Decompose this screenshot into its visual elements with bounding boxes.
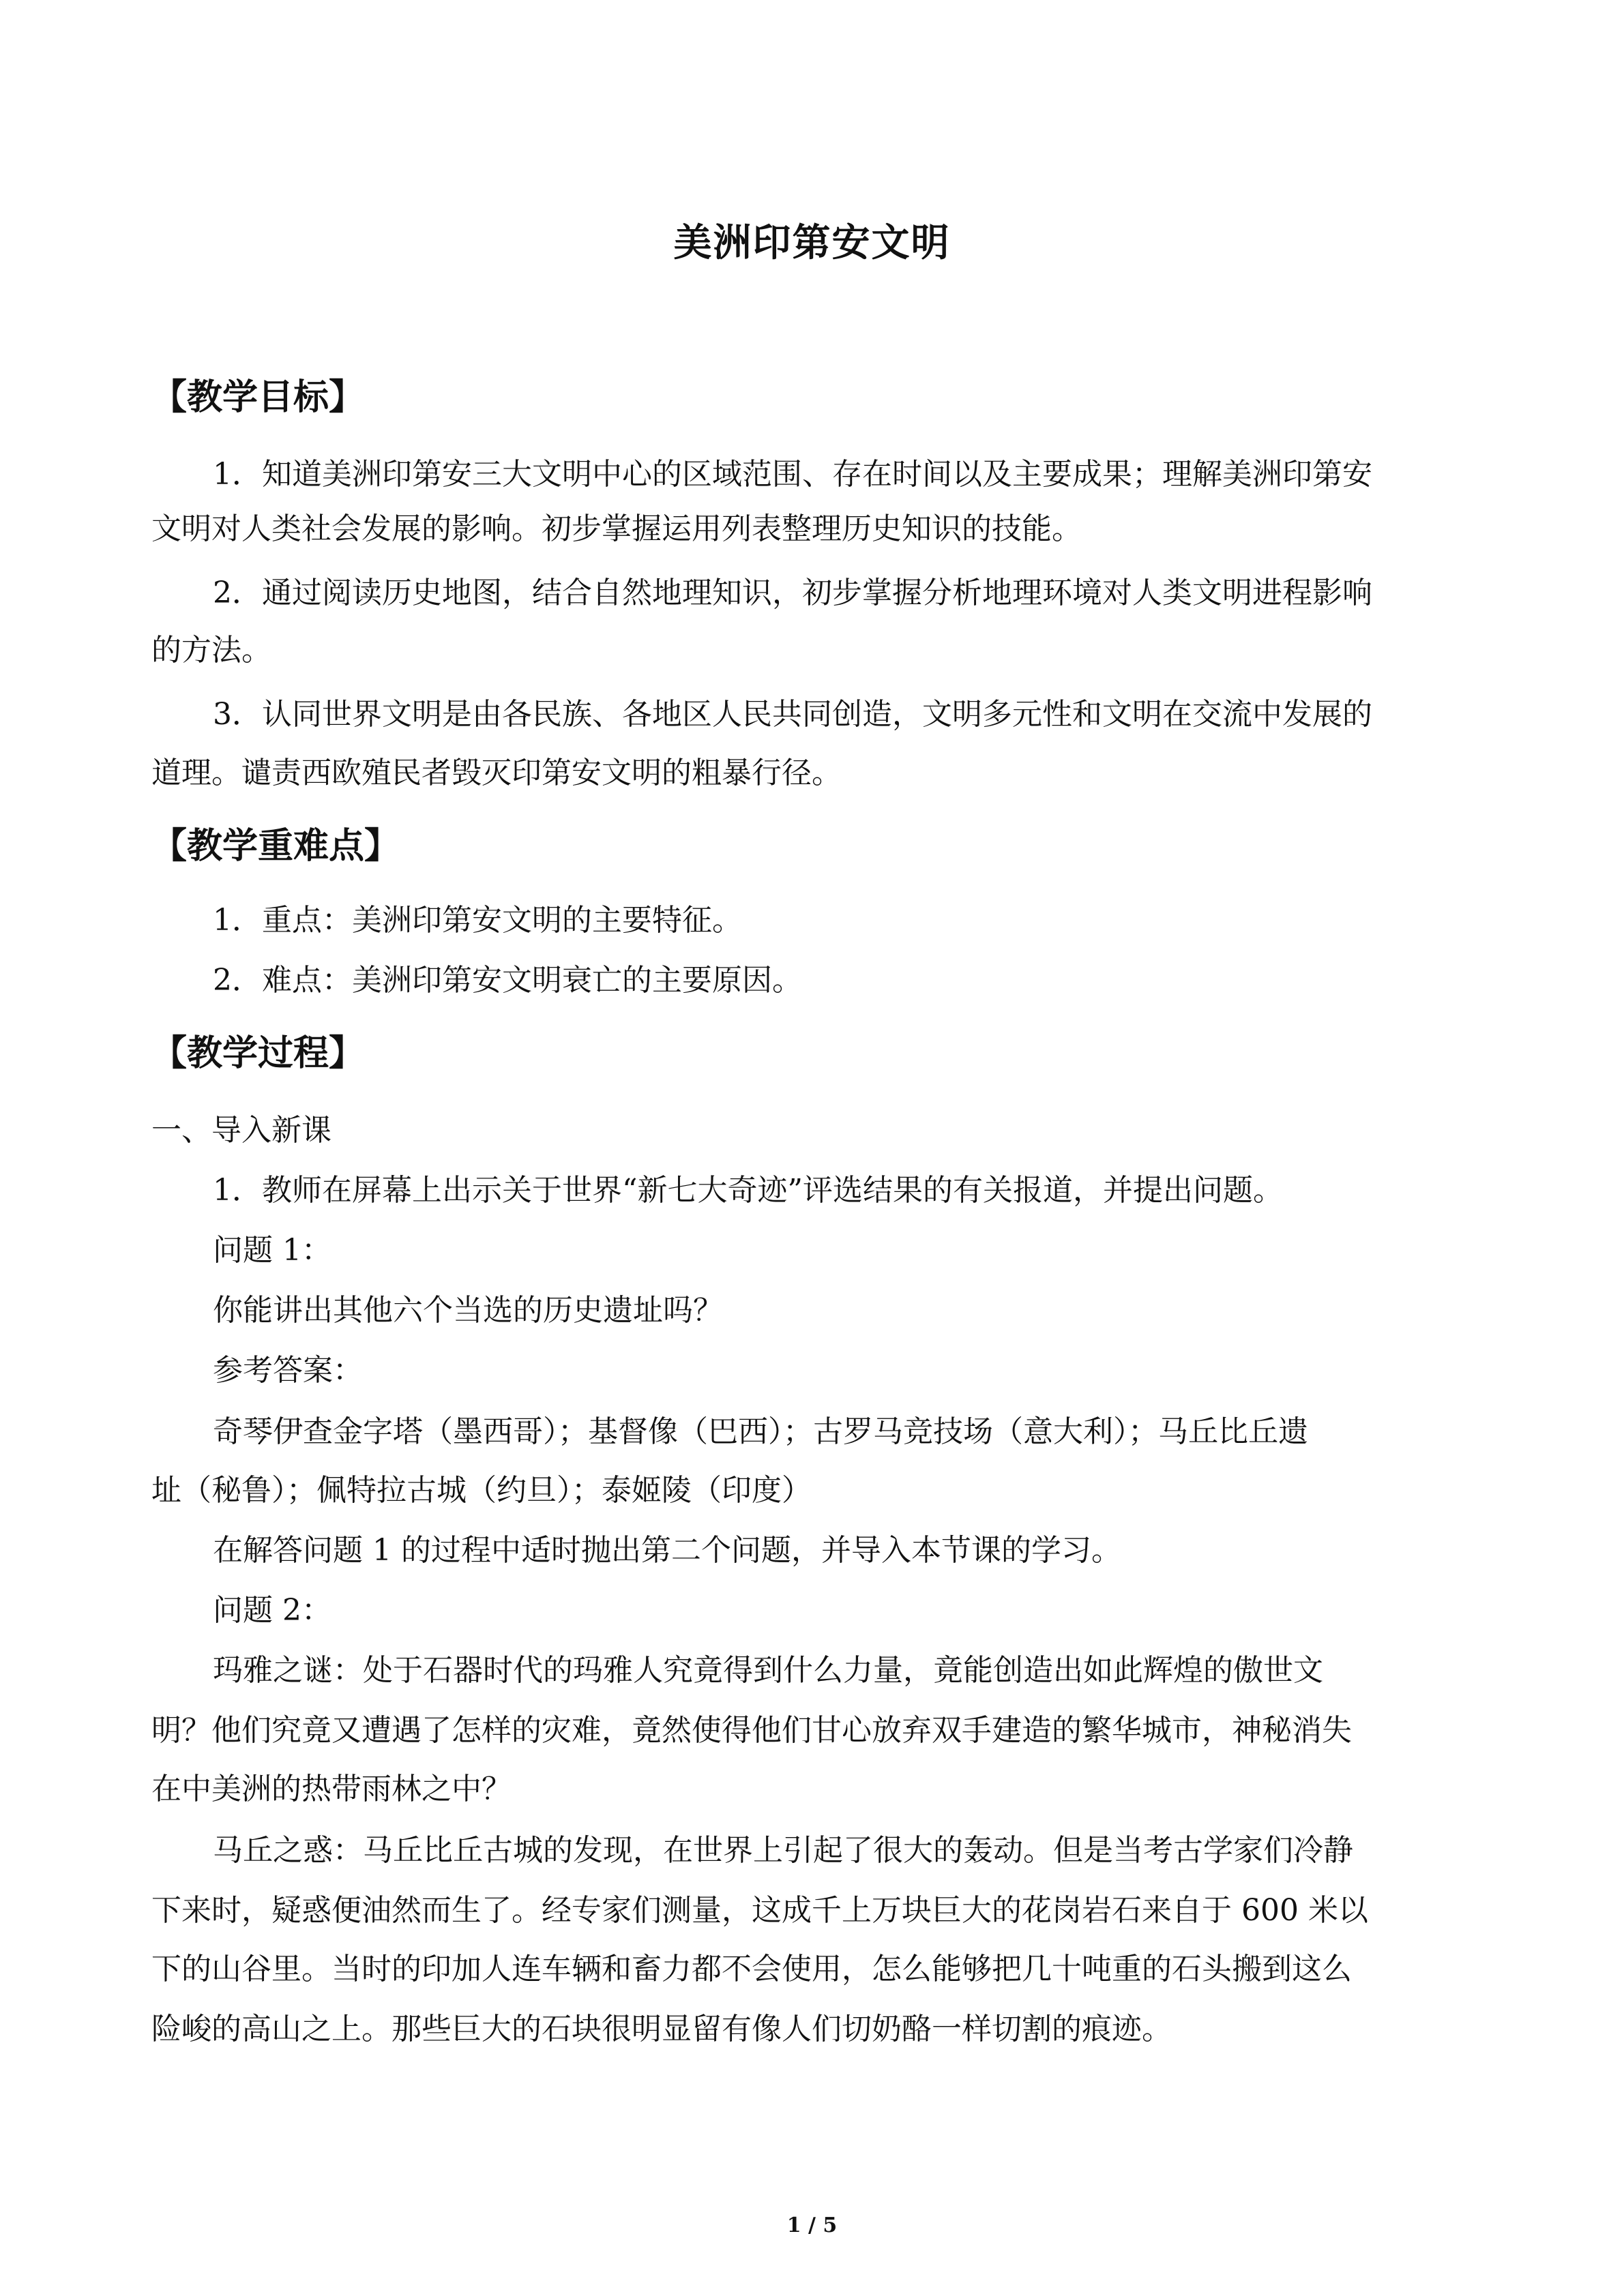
intro-paragraph-2: 在解答问题 1 的过程中适时抛出第二个问题，并导入本节课的学习。 [213, 1533, 1121, 1568]
maya-line-3: 在中美洲的热带雨林之中？ [151, 1772, 512, 1806]
machu-line-2: 下来时，疑惑便油然而生了。经专家们测量，这成千上万块巨大的花岗岩石来自于 600 米以 [151, 1893, 1368, 1928]
answer-label: 参考答案： [213, 1353, 363, 1388]
objective-2-line-1: 2．通过阅读历史地图，结合自然地理知识，初步掌握分析地理环境对人类文明进程影响 [213, 576, 1372, 610]
question-1-label: 问题 1： [213, 1233, 331, 1268]
objective-3-line-1: 3．认同世界文明是由各民族、各地区人民共同创造，文明多元性和文明在交流中发展的 [213, 697, 1372, 732]
subheading-intro: 一、导入新课 [151, 1113, 331, 1148]
objective-1-line-2: 文明对人类社会发展的影响。初步掌握运用列表整理历史知识的技能。 [151, 511, 1082, 546]
heading-objectives: 【教学目标】 [151, 377, 365, 418]
heading-keypoints: 【教学重难点】 [151, 826, 400, 867]
page-title: 美洲印第安文明 [673, 221, 951, 265]
answer-line-2: 址（秘鲁）；佩特拉古城（约旦）；泰姬陵（印度） [151, 1473, 812, 1508]
machu-line-4: 险峻的高山之上。那些巨大的石块很明显留有像人们切奶酪一样切割的痕迹。 [151, 2012, 1172, 2046]
maya-line-1: 玛雅之谜：处于石器时代的玛雅人究竟得到什么力量，竟能创造出如此辉煌的傲世文 [213, 1653, 1323, 1688]
keypoint-1: 1．重点：美洲印第安文明的主要特征。 [213, 903, 742, 938]
heading-process: 【教学过程】 [151, 1033, 365, 1074]
question-2-label: 问题 2： [213, 1593, 331, 1628]
objective-1-line-1: 1．知道美洲印第安三大文明中心的区域范围、存在时间以及主要成果；理解美洲印第安 [213, 457, 1372, 492]
answer-line-1: 奇琴伊查金字塔（墨西哥）；基督像（巴西）；古罗马竞技场（意大利）；马丘比丘遗 [213, 1414, 1308, 1449]
page-number: 1 / 5 [786, 2213, 838, 2237]
intro-paragraph-1: 1．教师在屏幕上出示关于世界“新七大奇迹”评选结果的有关报道，并提出问题。 [213, 1173, 1283, 1208]
machu-line-3: 下的山谷里。当时的印加人连车辆和畜力都不会使用，怎么能够把几十吨重的石头搬到这么 [151, 1952, 1352, 1986]
question-1-text: 你能讲出其他六个当选的历史遗址吗？ [213, 1293, 723, 1328]
objective-2-line-2: 的方法。 [151, 633, 271, 668]
objective-3-line-2: 道理。谴责西欧殖民者毁灭印第安文明的粗暴行径。 [151, 756, 842, 790]
machu-line-1: 马丘之惑：马丘比丘古城的发现，在世界上引起了很大的轰动。但是当考古学家们冷静 [213, 1833, 1353, 1868]
maya-line-2: 明？他们究竟又遭遇了怎样的灾难，竟然使得他们甘心放弃双手建造的繁华城市，神秘消失 [151, 1713, 1352, 1748]
keypoint-2: 2．难点：美洲印第安文明衰亡的主要原因。 [213, 963, 802, 998]
